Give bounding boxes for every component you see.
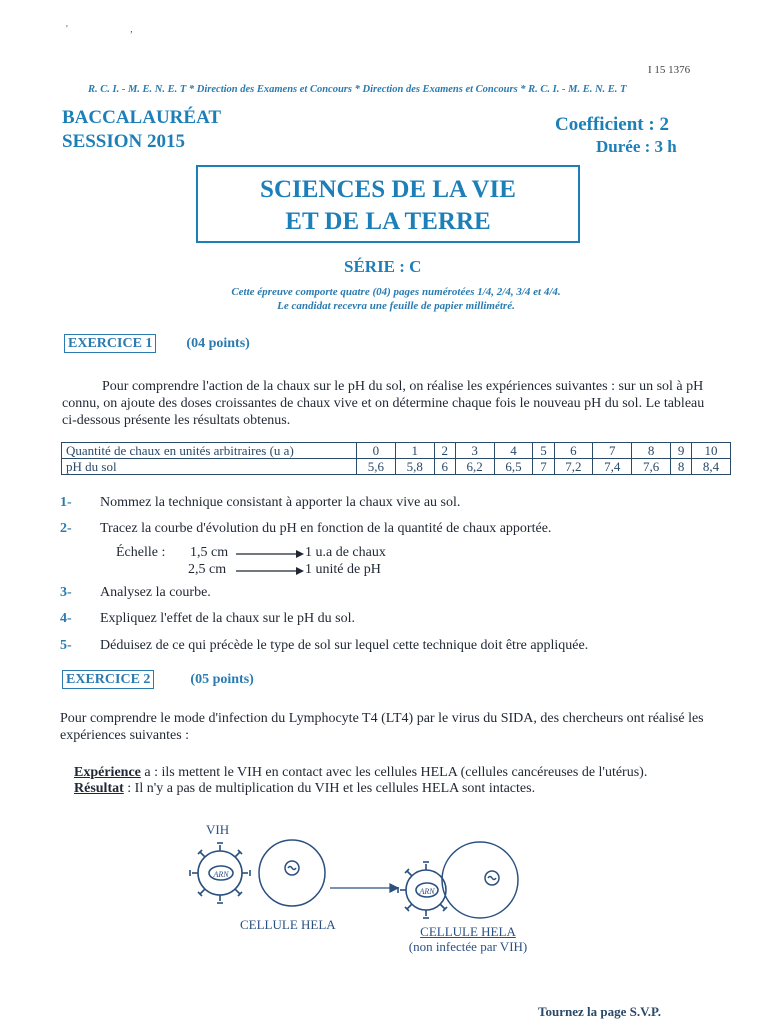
table-cell: 8,4 — [692, 459, 731, 475]
scale-line2-right: 1 unité de pH — [305, 562, 381, 577]
table-cell: 7,6 — [632, 459, 671, 475]
table-cell: 0 — [357, 443, 396, 459]
table-row-label-quantity: Quantité de chaux en unités arbitraires (u a) — [62, 443, 357, 459]
table-cell: 1 — [395, 443, 434, 459]
exercise1-header — [64, 334, 250, 353]
subject-title-box — [196, 165, 580, 243]
table-cell: 2 — [434, 443, 455, 459]
table-cell: 5,6 — [357, 459, 396, 475]
scale-line1-left: 1,5 cm — [190, 545, 229, 560]
question-text: Tracez la courbe d'évolution du pH en fonction de la quantité de chaux apportée. — [100, 521, 552, 536]
virus-right-rna-label: ARN — [419, 887, 435, 896]
table-cell: 7,4 — [593, 459, 632, 475]
table-cell: 3 — [455, 443, 494, 459]
hela-cell-right-icon — [442, 842, 518, 918]
scale-arrow-2 — [234, 566, 304, 576]
resultat-label: Résultat — [74, 781, 124, 796]
question-number: 4- — [60, 611, 72, 626]
table-row-label-ph: pH du sol — [62, 459, 357, 475]
scale-line2-left: 2,5 cm — [188, 562, 227, 577]
question-number: 2- — [60, 521, 72, 536]
question-number: 3- — [60, 585, 72, 600]
table-cell: 6 — [554, 443, 593, 459]
table-cell: 9 — [671, 443, 692, 459]
exercise2-header — [62, 670, 254, 689]
question-text: Déduisez de ce qui précède le type de sol sur lequel cette technique doit être appliquée. — [100, 638, 589, 653]
table-cell: 6,2 — [455, 459, 494, 475]
coefficient-label: Coefficient : 2 — [555, 114, 669, 135]
duration-label: Durée : 3 h — [596, 137, 677, 156]
resultat-line — [74, 780, 734, 797]
baccalaureat-label: BACCALAURÉAT — [62, 107, 222, 128]
turn-page-note: Tournez la page S.V.P. — [538, 1004, 662, 1019]
serie-label: SÉRIE : C — [344, 257, 422, 276]
hela-caption-right-block — [406, 924, 530, 954]
resultat-text: : Il n'y a pas de multiplication du VIH et les cellules HELA sont intactes. — [123, 781, 536, 796]
table-cell: 5 — [533, 443, 554, 459]
experience-text: a : ils mettent le VIH en contact avec les cellules HELA (cellules cancéreuses de l'utérus). — [140, 765, 648, 780]
question-3 — [60, 584, 211, 601]
session-label: SESSION 2015 — [62, 131, 186, 152]
subject-title-line2: ET DE LA TERRE — [285, 208, 491, 235]
question-2 — [60, 520, 551, 537]
table-cell: 5,8 — [395, 459, 434, 475]
document-code: I 15 1376 — [648, 64, 691, 76]
hela-caption-right-sub: (non infectée par VIH) — [408, 939, 528, 954]
hela-cell-left-icon — [259, 840, 325, 906]
question-4 — [60, 610, 355, 627]
exercise2-label: EXERCICE 2 — [62, 670, 154, 689]
question-text: Nommez la technique consistant à apporter la chaux vive au sol. — [100, 495, 461, 510]
subject-title-line1: SCIENCES DE LA VIE — [260, 176, 516, 203]
arrow-icon — [330, 884, 398, 892]
table-cell: 8 — [632, 443, 671, 459]
hela-caption-left: CELLULE HELA — [240, 917, 336, 932]
exercise1-label: EXERCICE 1 — [64, 334, 156, 353]
intro-line2: Le candidat recevra une feuille de papier millimétré. — [277, 300, 515, 312]
table-row-quantity — [62, 443, 731, 459]
question-number: 5- — [60, 638, 72, 653]
ministry-header: R. C. I. - M. E. N. E. T * Direction des Examens et Concours * Direction des Examens et Concours * R. C. I. - M. E. N. E. T — [88, 84, 627, 95]
scale-label: Échelle : — [116, 545, 166, 560]
table-cell: 7 — [593, 443, 632, 459]
virus-left-rna-label: ARN — [213, 870, 229, 879]
table-cell: 7,2 — [554, 459, 593, 475]
hela-diagram — [180, 828, 550, 928]
ph-table — [61, 442, 731, 475]
scale-arrow-1 — [234, 549, 304, 559]
vih-label: VIH — [206, 822, 230, 837]
question-1 — [60, 494, 460, 511]
experience-label: Expérience — [74, 765, 141, 780]
exercise1-points: (04 points) — [186, 335, 250, 351]
scan-specks: ' , — [66, 24, 163, 35]
table-cell: 6 — [434, 459, 455, 475]
exam-intro — [176, 285, 616, 313]
exercise1-paragraph: Pour comprendre l'action de la chaux sur le pH du sol, on réalise les expériences suivantes : sur un sol à pH connu, on ajoute des doses croissantes de chaux vive et on détermine chaque fois le nouveau pH du sol. Le tableau ci-dessous présente les résultats obtenus. — [62, 379, 705, 428]
question-text: Analysez la courbe. — [100, 585, 211, 600]
exam-info — [62, 106, 221, 154]
intro-line1: Cette épreuve comporte quatre (04) pages numérotées 1/4, 2/4, 3/4 et 4/4. — [231, 286, 561, 298]
table-cell: 4 — [494, 443, 533, 459]
table-cell: 10 — [692, 443, 731, 459]
exercise2-paragraph: Pour comprendre le mode d'infection du Lymphocyte T4 (LT4) par le virus du SIDA, des chercheurs ont réalisé les expériences suivantes : — [60, 711, 704, 743]
experience-line — [74, 764, 734, 781]
table-row-ph — [62, 459, 731, 475]
question-number: 1- — [60, 495, 72, 510]
hela-caption-right: CELLULE HELA — [420, 924, 516, 939]
table-cell: 6,5 — [494, 459, 533, 475]
question-text: Expliquez l'effet de la chaux sur le pH du sol. — [100, 611, 355, 626]
table-cell: 7 — [533, 459, 554, 475]
scale-line1-right: 1 u.a de chaux — [305, 545, 386, 560]
question-5 — [60, 637, 588, 654]
exercise2-points: (05 points) — [190, 671, 254, 687]
table-cell: 8 — [671, 459, 692, 475]
